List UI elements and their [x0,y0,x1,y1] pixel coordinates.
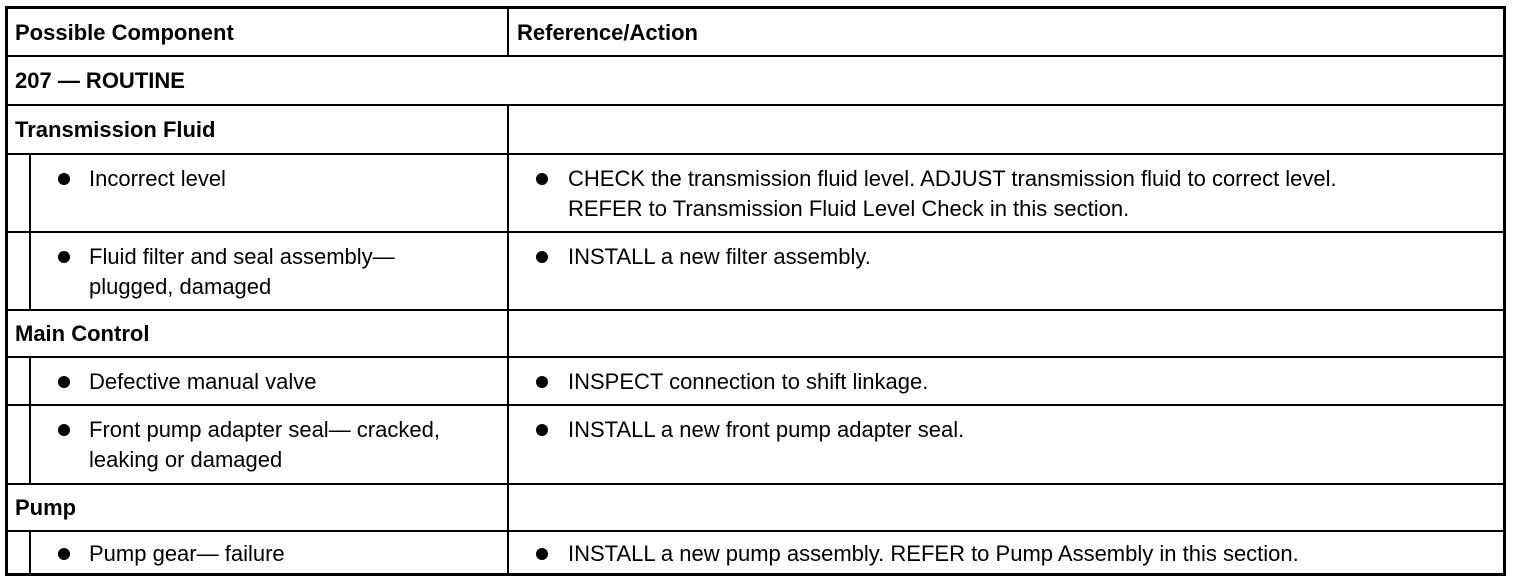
column-divider [507,9,509,55]
section-title: Main Control [15,321,150,346]
column-header-component: Possible Component [15,20,234,45]
bullet-icon [58,173,70,185]
component-text: Pump gear— failure [89,541,285,566]
section-title: Transmission Fluid [15,117,216,142]
table-row [8,530,1503,573]
bullet-icon [536,376,548,388]
bullet-icon [58,376,70,388]
component-text: Front pump adapter seal— cracked, leaking or damaged [89,417,440,472]
routine-row [8,55,1503,104]
table-row [8,153,1503,231]
component-text: Defective manual valve [89,369,317,394]
bullet-icon [536,251,548,263]
table-row [8,356,1503,404]
component-text: Fluid filter and seal assembly— plugged, damaged [89,244,395,299]
bullet-icon [536,424,548,436]
action-text: INSPECT connection to shift linkage. [568,369,929,394]
table-row [8,231,1503,309]
bullet-icon [58,251,70,263]
action-text: CHECK the transmission fluid level. ADJUST transmission fluid to correct level. REFER to Transmission Fluid Level Check in this section. [568,166,1337,221]
bullet-icon [58,548,70,560]
action-text: INSTALL a new pump assembly. REFER to Pump Assembly in this section. [568,541,1299,566]
section-title: Pump [15,495,77,520]
table-row [8,404,1503,483]
action-text: INSTALL a new filter assembly. [568,244,871,269]
section-row-transmission-fluid [8,104,1503,153]
column-header-action: Reference/Action [517,20,698,45]
bullet-icon [536,548,548,560]
table-header-row [8,9,1503,55]
routine-label: 207 — ROUTINE [15,68,185,93]
bullet-icon [58,424,70,436]
diagnosis-table [5,6,1506,576]
component-text: Incorrect level [89,166,226,191]
section-row-pump [8,483,1503,530]
section-row-main-control [8,309,1503,356]
action-text: INSTALL a new front pump adapter seal. [568,417,965,442]
bullet-icon [536,173,548,185]
